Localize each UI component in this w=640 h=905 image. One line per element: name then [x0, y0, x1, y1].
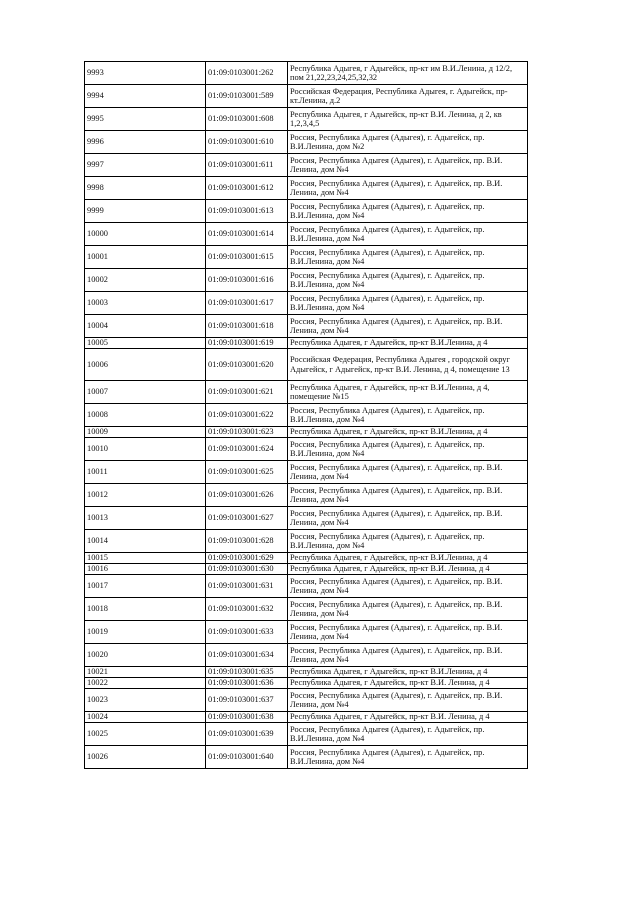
- table-row: [85, 108, 528, 131]
- cadastral-number: 01:09:0103001:630: [206, 564, 288, 575]
- registry-table: [84, 61, 528, 769]
- address: Республика Адыгея, г Адыгейск, пр-кт В.И.Ленина, д 4, помещение №15: [288, 381, 528, 404]
- table-row: [85, 338, 528, 349]
- row-number: 10001: [85, 246, 206, 269]
- address: Республика Адыгея, г Адыгейск, пр-кт В.И. Ленина, д 4: [288, 564, 528, 575]
- cadastral-number: 01:09:0103001:634: [206, 644, 288, 667]
- address: Республика Адыгея, г Адыгейск, пр-кт В.И.Ленина, д 4: [288, 427, 528, 438]
- row-number: 10014: [85, 530, 206, 553]
- cadastral-number: 01:09:0103001:629: [206, 553, 288, 564]
- row-number: 10006: [85, 349, 206, 381]
- cadastral-number: 01:09:0103001:633: [206, 621, 288, 644]
- table-row: [85, 349, 528, 381]
- row-number: 10024: [85, 712, 206, 723]
- address: Россия, Республика Адыгея (Адыгея), г. Адыгейск, пр. В.И. Ленина, дом №4: [288, 507, 528, 530]
- cadastral-number: 01:09:0103001:589: [206, 85, 288, 108]
- table-row: [85, 315, 528, 338]
- cadastral-number: 01:09:0103001:625: [206, 461, 288, 484]
- table-row: [85, 667, 528, 678]
- table-row: [85, 85, 528, 108]
- row-number: 10016: [85, 564, 206, 575]
- table-row: [85, 598, 528, 621]
- row-number: 10018: [85, 598, 206, 621]
- address: Республика Адыгея, г Адыгейск, пр-кт В.И.Ленина, д 4: [288, 667, 528, 678]
- cadastral-number: 01:09:0103001:635: [206, 667, 288, 678]
- cadastral-number: 01:09:0103001:638: [206, 712, 288, 723]
- row-number: 10020: [85, 644, 206, 667]
- table-row: [85, 438, 528, 461]
- address: Республика Адыгея, г Адыгейск, пр-кт В.И.Ленина, д 4: [288, 338, 528, 349]
- cadastral-number: 01:09:0103001:640: [206, 746, 288, 769]
- registry-table-body: [85, 62, 528, 769]
- row-number: 9994: [85, 85, 206, 108]
- table-row: [85, 746, 528, 769]
- table-row: [85, 427, 528, 438]
- table-row: [85, 461, 528, 484]
- table-row: [85, 62, 528, 85]
- address: Российская Федерация, Республика Адыгея, г. Адыгейск, пр-кт.Ленина, д.2: [288, 85, 528, 108]
- row-number: 9995: [85, 108, 206, 131]
- table-row: [85, 131, 528, 154]
- address: Россия, Республика Адыгея (Адыгея), г. Адыгейск, пр. В.И.Ленина, дом №2: [288, 131, 528, 154]
- address: Россия, Республика Адыгея (Адыгея), г. Адыгейск, пр. В.И. Ленина, дом №4: [288, 575, 528, 598]
- address: Россия, Республика Адыгея (Адыгея), г. Адыгейск, пр. В.И.Ленина, дом №4: [288, 223, 528, 246]
- address: Россия, Республика Адыгея (Адыгея), г. Адыгейск, пр. В.И. Ленина, дом №4: [288, 621, 528, 644]
- row-number: 10022: [85, 678, 206, 689]
- cadastral-number: 01:09:0103001:613: [206, 200, 288, 223]
- cadastral-number: 01:09:0103001:627: [206, 507, 288, 530]
- row-number: 10005: [85, 338, 206, 349]
- cadastral-number: 01:09:0103001:622: [206, 404, 288, 427]
- table-row: [85, 575, 528, 598]
- cadastral-number: 01:09:0103001:639: [206, 723, 288, 746]
- table-row: [85, 723, 528, 746]
- table-row: [85, 621, 528, 644]
- table-row: [85, 689, 528, 712]
- cadastral-number: 01:09:0103001:617: [206, 292, 288, 315]
- table-row: [85, 292, 528, 315]
- address: Республика Адыгея, г Адыгейск, пр-кт В.И. Ленина, д 4: [288, 678, 528, 689]
- table-row: [85, 177, 528, 200]
- row-number: 10008: [85, 404, 206, 427]
- row-number: 10002: [85, 269, 206, 292]
- cadastral-number: 01:09:0103001:611: [206, 154, 288, 177]
- table-row: [85, 484, 528, 507]
- address: Российская Федерация, Республика Адыгея , городской округ Адыгейск, г Адыгейск, пр-кт В.И. Ленина, д 4, помещение 13: [288, 349, 528, 381]
- address: Россия, Республика Адыгея (Адыгея), г. Адыгейск, пр. В.И. Ленина, дом №4: [288, 461, 528, 484]
- table-row: [85, 564, 528, 575]
- cadastral-number: 01:09:0103001:621: [206, 381, 288, 404]
- table-row: [85, 530, 528, 553]
- cadastral-number: 01:09:0103001:610: [206, 131, 288, 154]
- address: Россия, Республика Адыгея (Адыгея), г. Адыгейск, пр. В.И.Ленина, дом №4: [288, 723, 528, 746]
- table-row: [85, 200, 528, 223]
- cadastral-number: 01:09:0103001:618: [206, 315, 288, 338]
- table-row: [85, 269, 528, 292]
- table-row: [85, 223, 528, 246]
- cadastral-number: 01:09:0103001:619: [206, 338, 288, 349]
- cadastral-number: 01:09:0103001:608: [206, 108, 288, 131]
- address: Россия, Республика Адыгея (Адыгея), г. Адыгейск, пр. В.И. Ленина, дом №4: [288, 689, 528, 712]
- address: Россия, Республика Адыгея (Адыгея), г. Адыгейск, пр. В.И.Ленина, дом №4: [288, 404, 528, 427]
- row-number: 10011: [85, 461, 206, 484]
- row-number: 9993: [85, 62, 206, 85]
- row-number: 10021: [85, 667, 206, 678]
- row-number: 10023: [85, 689, 206, 712]
- row-number: 10025: [85, 723, 206, 746]
- table-row: [85, 678, 528, 689]
- row-number: 10007: [85, 381, 206, 404]
- row-number: 10026: [85, 746, 206, 769]
- address: Россия, Республика Адыгея (Адыгея), г. Адыгейск, пр. В.И. Ленина, дом №4: [288, 644, 528, 667]
- address: Республика Адыгея, г Адыгейск, пр-кт В.И. Ленина, д 4: [288, 712, 528, 723]
- address: Республика Адыгея, г Адыгейск, пр-кт В.И. Ленина, д 2, кв 1,2,3,4,5: [288, 108, 528, 131]
- cadastral-number: 01:09:0103001:620: [206, 349, 288, 381]
- address: Россия, Республика Адыгея (Адыгея), г. Адыгейск, пр. В.И.Ленина, дом №4: [288, 200, 528, 223]
- row-number: 9999: [85, 200, 206, 223]
- table-row: [85, 644, 528, 667]
- table-row: [85, 154, 528, 177]
- table-row: [85, 712, 528, 723]
- table-row: [85, 404, 528, 427]
- cadastral-number: 01:09:0103001:612: [206, 177, 288, 200]
- row-number: 10013: [85, 507, 206, 530]
- address: Россия, Республика Адыгея (Адыгея), г. Адыгейск, пр. В.И.Ленина, дом №4: [288, 530, 528, 553]
- row-number: 10012: [85, 484, 206, 507]
- row-number: 10015: [85, 553, 206, 564]
- address: Республика Адыгея, г Адыгейск, пр-кт им В.И.Ленина, д 12/2, пом 21,22,23,24,25,32,32: [288, 62, 528, 85]
- row-number: 9996: [85, 131, 206, 154]
- cadastral-number: 01:09:0103001:636: [206, 678, 288, 689]
- cadastral-number: 01:09:0103001:616: [206, 269, 288, 292]
- address: Россия, Республика Адыгея (Адыгея), г. Адыгейск, пр. В.И. Ленина, дом №4: [288, 598, 528, 621]
- table-row: [85, 507, 528, 530]
- address: Республика Адыгея, г Адыгейск, пр-кт В.И.Ленина, д 4: [288, 553, 528, 564]
- address: Россия, Республика Адыгея (Адыгея), г. Адыгейск, пр. В.И.Ленина, дом №4: [288, 246, 528, 269]
- cadastral-number: 01:09:0103001:637: [206, 689, 288, 712]
- table-row: [85, 381, 528, 404]
- cadastral-number: 01:09:0103001:623: [206, 427, 288, 438]
- address: Россия, Республика Адыгея (Адыгея), г. Адыгейск, пр. В.И. Ленина, дом №4: [288, 484, 528, 507]
- row-number: 10009: [85, 427, 206, 438]
- table-row: [85, 553, 528, 564]
- cadastral-number: 01:09:0103001:632: [206, 598, 288, 621]
- table-row: [85, 246, 528, 269]
- row-number: 10000: [85, 223, 206, 246]
- cadastral-number: 01:09:0103001:628: [206, 530, 288, 553]
- row-number: 10017: [85, 575, 206, 598]
- cadastral-number: 01:09:0103001:626: [206, 484, 288, 507]
- address: Россия, Республика Адыгея (Адыгея), г. Адыгейск, пр. В.И.Ленина, дом №4: [288, 438, 528, 461]
- row-number: 10003: [85, 292, 206, 315]
- row-number: 10019: [85, 621, 206, 644]
- row-number: 10010: [85, 438, 206, 461]
- row-number: 10004: [85, 315, 206, 338]
- cadastral-number: 01:09:0103001:262: [206, 62, 288, 85]
- row-number: 9997: [85, 154, 206, 177]
- address: Россия, Республика Адыгея (Адыгея), г. Адыгейск, пр. В.И. Ленина, дом №4: [288, 154, 528, 177]
- address: Россия, Республика Адыгея (Адыгея), г. Адыгейск, пр. В.И.Ленина, дом №4: [288, 269, 528, 292]
- cadastral-number: 01:09:0103001:624: [206, 438, 288, 461]
- address: Россия, Республика Адыгея (Адыгея), г. Адыгейск, пр. В.И. Ленина, дом №4: [288, 315, 528, 338]
- address: Россия, Республика Адыгея (Адыгея), г. Адыгейск, пр. В.И. Ленина, дом №4: [288, 177, 528, 200]
- cadastral-number: 01:09:0103001:631: [206, 575, 288, 598]
- row-number: 9998: [85, 177, 206, 200]
- address: Россия, Республика Адыгея (Адыгея), г. Адыгейск, пр. В.И.Ленина, дом №4: [288, 746, 528, 769]
- cadastral-number: 01:09:0103001:614: [206, 223, 288, 246]
- cadastral-number: 01:09:0103001:615: [206, 246, 288, 269]
- address: Россия, Республика Адыгея (Адыгея), г. Адыгейск, пр. В.И.Ленина, дом №4: [288, 292, 528, 315]
